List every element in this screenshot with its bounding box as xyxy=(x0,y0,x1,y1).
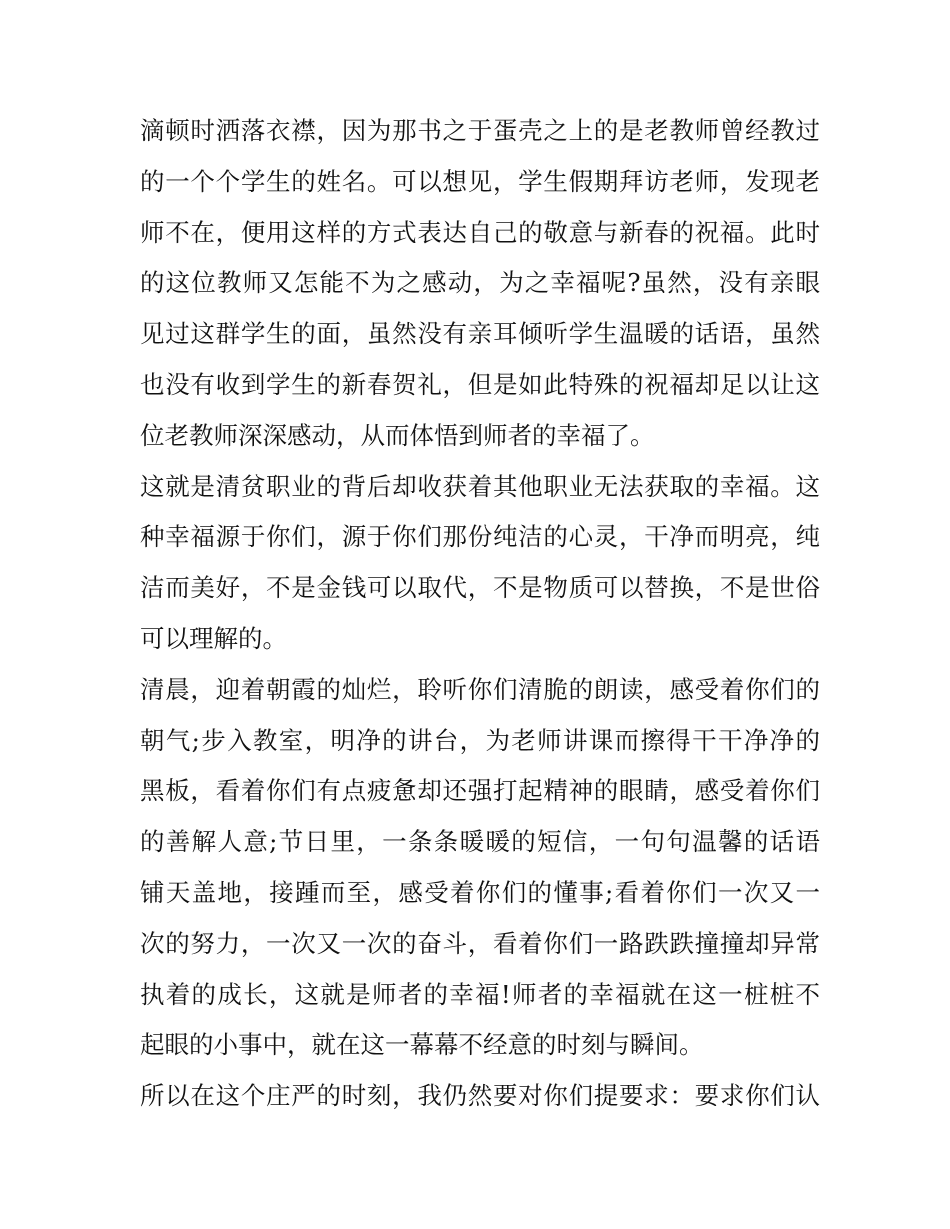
text-line: 也没有收到学生的新春贺礼，但是如此特殊的祝福却足以让这 xyxy=(140,369,820,399)
text-line: 师不在，便用这样的方式表达自己的敬意与新春的祝福。此时 xyxy=(140,217,820,247)
text-line: 的一个个学生的姓名。可以想见，学生假期拜访老师，发现老 xyxy=(140,166,820,196)
text-line: 位老教师深深感动，从而体悟到师者的幸福了。 xyxy=(140,420,655,450)
text-line: 铺天盖地，接踵而至，感受着你们的懂事;看着你们一次又一 xyxy=(140,877,820,907)
body-text xyxy=(140,106,820,1122)
text-line: 洁而美好，不是金钱可以取代，不是物质可以替换，不是世俗 xyxy=(140,573,820,603)
text-line: 朝气;步入教室，明净的讲台，为老师讲课而擦得干干净净的 xyxy=(140,725,820,755)
text-line: 黑板，看着你们有点疲惫却还强打起精神的眼睛，感受着你们 xyxy=(140,776,820,806)
text-line: 的善解人意;节日里，一条条暖暖的短信，一句句温馨的话语 xyxy=(140,827,820,857)
text-line: 清晨，迎着朝霞的灿烂，聆听你们清脆的朗读，感受着你们的 xyxy=(140,674,820,704)
text-line: 起眼的小事中，就在这一幕幕不经意的时刻与瞬间。 xyxy=(140,1030,704,1060)
text-line: 这就是清贫职业的背后却收获着其他职业无法获取的幸福。这 xyxy=(140,471,820,501)
text-line: 见过这群学生的面，虽然没有亲耳倾听学生温暖的话语，虽然 xyxy=(140,319,820,349)
text-line: 的这位教师又怎能不为之感动，为之幸福呢?虽然，没有亲眼 xyxy=(140,268,820,298)
text-line: 执着的成长，这就是师者的幸福!师者的幸福就在这一桩桩不 xyxy=(140,979,820,1009)
text-line: 滴顿时洒落衣襟，因为那书之于蛋壳之上的是老教师曾经教过 xyxy=(140,116,820,145)
text-line: 所以在这个庄严的时刻，我仍然要对你们提要求：要求你们认 xyxy=(140,1081,820,1111)
text-line: 次的努力，一次又一次的奋斗，看着你们一路跌跌撞撞却异常 xyxy=(140,928,820,958)
text-line: 种幸福源于你们，源于你们那份纯洁的心灵，干净而明亮，纯 xyxy=(140,522,820,552)
text-line: 可以理解的。 xyxy=(140,623,287,653)
